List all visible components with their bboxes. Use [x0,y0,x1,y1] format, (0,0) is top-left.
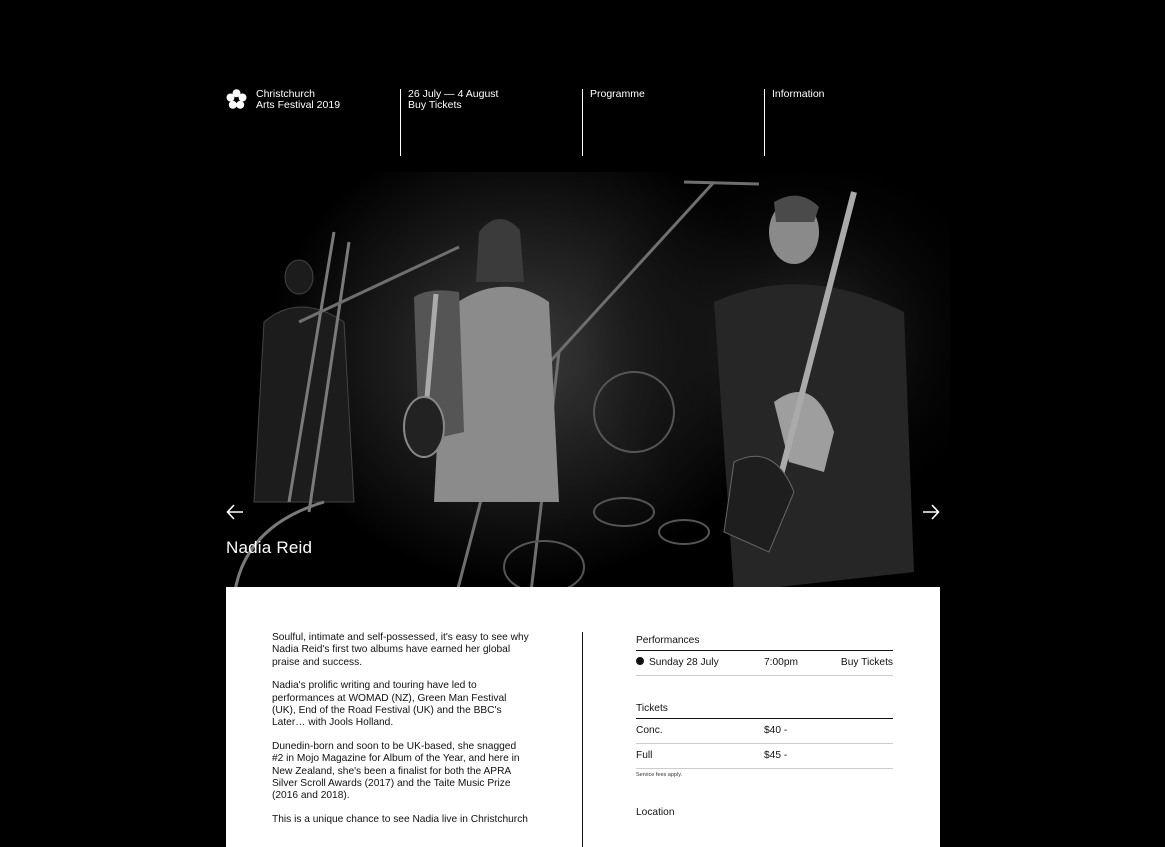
description-paragraph: This is a unique chance to see Nadia live in Christchurch [272,813,528,825]
festival-brand-link[interactable] [256,89,340,156]
description-paragraph: Soulful, intimate and self-possessed, it's easy to see why Nadia Reid's first two albums have earned her global praise and success. [272,632,529,668]
nav-information-label: Information [772,88,825,100]
column-divider [582,632,583,847]
ticket-price: $45 - [764,750,788,761]
festival-logo-icon[interactable] [226,89,247,110]
next-arrow-icon[interactable] [922,503,940,521]
nav-information-link[interactable] [764,89,825,156]
performance-bullet-icon [636,657,644,665]
tickets-title: Tickets [636,700,893,719]
ticket-type: Conc. [636,725,663,736]
previous-arrow-icon[interactable] [226,503,244,521]
event-details-panel [226,587,940,847]
top-nav [226,89,940,156]
performances-title: Performances [636,632,893,651]
nav-programme-label: Programme [590,88,645,100]
event-description [272,632,530,837]
location-title: Location [636,807,675,818]
artist-title: Nadia Reid [226,538,313,557]
nav-programme-link[interactable] [582,89,645,156]
ticket-type: Full [636,750,653,761]
service-fees-note: Service fees apply. [636,772,683,778]
ticket-row [636,744,893,769]
festival-dates: 26 July — 4 August [408,88,499,100]
performance-row [636,651,893,676]
performance-time: 7:00pm [764,657,798,668]
description-paragraph: Dunedin-born and soon to be UK-based, she snagged #2 in Mojo Magazine for Album of the Year, and here in New Zealand, she's been a finalist for both the APRA Silver Scroll Awards (2017) and the Taite Music Prize (2016 and 2018). [272,740,520,802]
ticket-row [636,719,893,744]
buy-tickets-link[interactable]: Buy Tickets [840,657,893,668]
nav-buy-tickets-link[interactable]: Buy Tickets [408,99,462,111]
ticket-price: $40 - [764,725,788,736]
nav-dates [400,89,498,156]
brand-line-2: Arts Festival 2019 [256,99,341,111]
brand-line-1: Christchurch [256,88,315,100]
performance-date: Sunday 28 July [649,657,719,668]
description-paragraph: Nadia's prolific writing and touring have led to performances at WOMAD (NZ), Green Man Festival (UK), End of the Road Festival (UK) and the BBC's Later… with Jools Holland. [272,680,507,729]
event-sidebar [636,632,893,818]
